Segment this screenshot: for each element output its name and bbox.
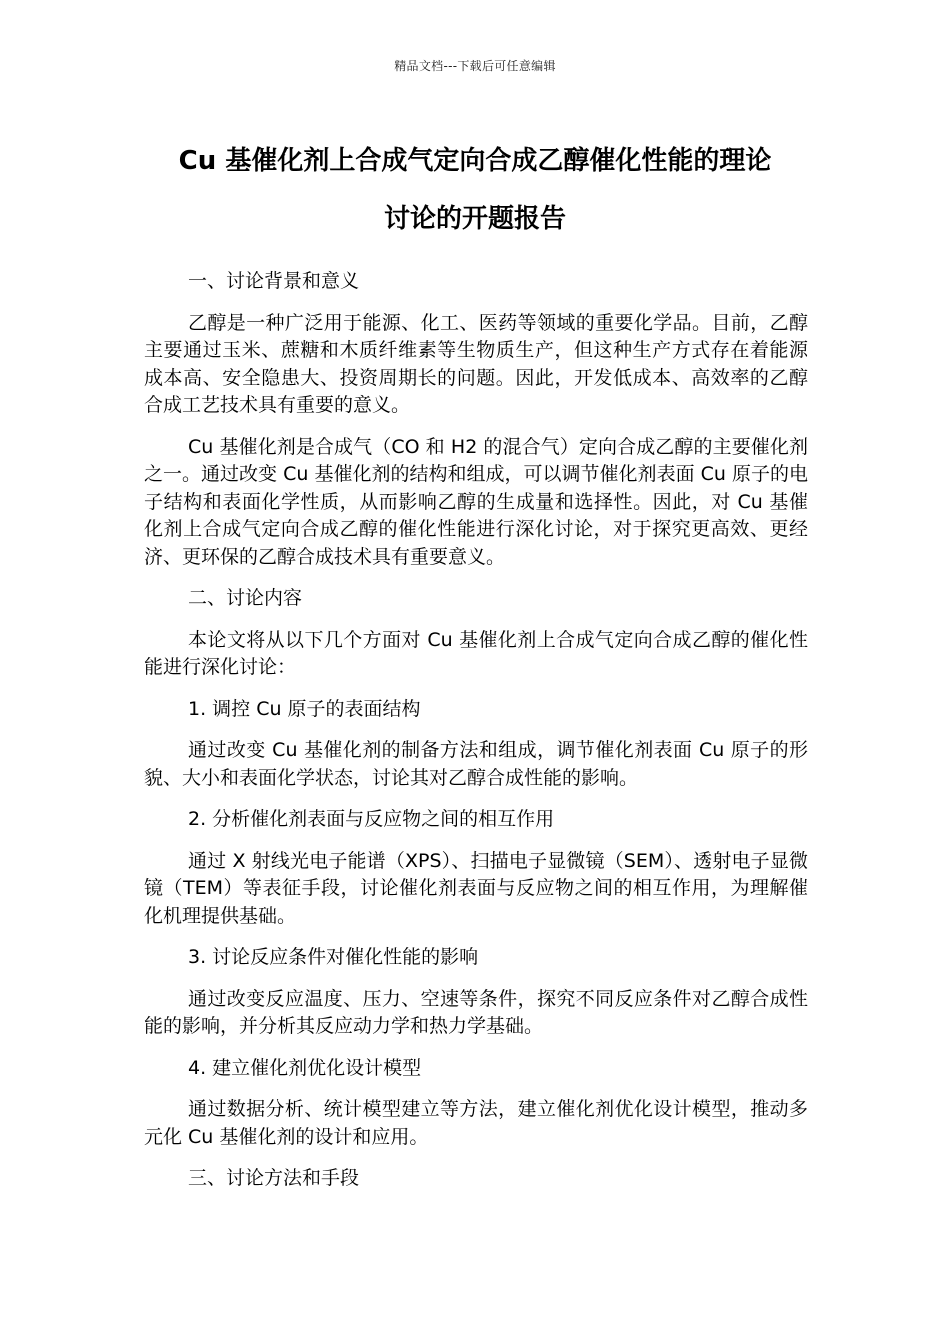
page-header-note: 精品文档---下载后可任意编辑 xyxy=(394,59,556,73)
subheading-item-2: 2. 分析催化剂表面与反应物之间的相互作用 xyxy=(188,808,555,830)
title-line-1: Cu 基催化剂上合成气定向合成乙醇催化性能的理论 xyxy=(178,146,772,176)
paragraph-item-2: 通过 X 射线光电子能谱（XPS）、扫描电子显微镜（SEM）、透射电子显微镜（TEM）等表征手段，讨论催化剂表面与反应物之间的相互作用，为理解催化机理提供基础。 xyxy=(144,849,808,927)
paragraph-content-intro: 本论文将从以下几个方面对 Cu 基催化剂上合成气定向合成乙醇的催化性能进行深化讨论： xyxy=(144,628,808,678)
subheading-item-4: 4. 建立催化剂优化设计模型 xyxy=(188,1056,422,1079)
document-title xyxy=(140,132,810,248)
subheading-item-1: 1. 调控 Cu 原子的表面结构 xyxy=(188,697,421,720)
paragraph-background-2: Cu 基催化剂是合成气（CO 和 H2 的混合气）定向合成乙醇的主要催化剂之一。通过改变 Cu 基催化剂的结构和组成，可以调节催化剂表面 Cu 原子的电子结构和表面化学性质，从而影响乙醇的生成量和选择性。因此，对 Cu 基催化剂上合成气定向合成乙醇的催化性能进行深化讨论，对于探究更高效、更经济、更环保的乙醇合成技术具有重要意义。 xyxy=(144,435,808,568)
paragraph-background-1: 乙醇是一种广泛用于能源、化工、医药等领域的重要化学品。目前，乙醇主要通过玉米、蔗糖和木质纤维素等生物质生产，但这种生产方式存在着能源成本高、安全隐患大、投资周期长的问题。因此，开发低成本、高效率的乙醇合成工艺技术具有重要的意义。 xyxy=(144,311,808,416)
subheading-item-3: 3. 讨论反应条件对催化性能的影响 xyxy=(188,946,479,968)
paragraph-item-4: 通过数据分析、统计模型建立等方法，建立催化剂优化设计模型，推动多元化 Cu 基催化剂的设计和应用。 xyxy=(144,1098,808,1148)
paragraph-item-1: 通过改变 Cu 基催化剂的制备方法和组成，调节催化剂表面 Cu 原子的形貌、大小和表面化学状态，讨论其对乙醇合成性能的影响。 xyxy=(144,739,808,789)
paragraph-item-3: 通过改变反应温度、压力、空速等条件，探究不同反应条件对乙醇合成性能的影响，并分析其反应动力学和热力学基础。 xyxy=(144,987,808,1037)
document-body xyxy=(144,268,808,1207)
section-heading-methods: 三、讨论方法和手段 xyxy=(188,1167,360,1189)
title-line-2: 讨论的开题报告 xyxy=(383,204,566,234)
section-heading-content: 二、讨论内容 xyxy=(188,587,303,609)
section-heading-background: 一、讨论背景和意义 xyxy=(188,270,360,292)
